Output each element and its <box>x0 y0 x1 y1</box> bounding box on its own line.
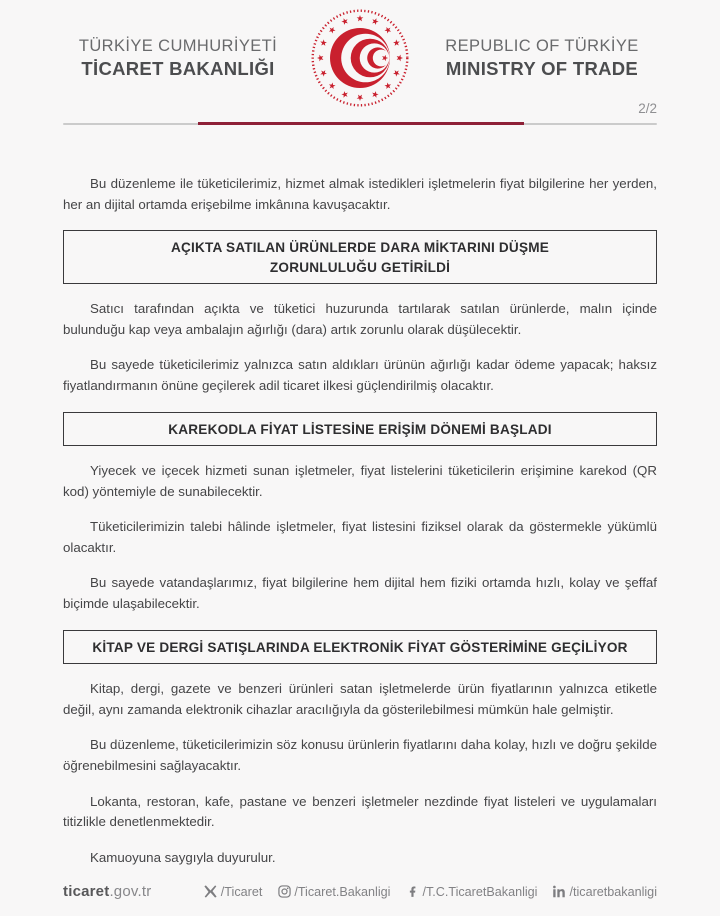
body-paragraph: Tüketicilerimizin talebi hâlinde işletmeler, fiyat listesini fiziksel olarak da göstermekle yükümlü olacaktır. <box>63 519 657 555</box>
body-paragraph: Bu düzenleme, tüketicilerimizin söz konusu ürünlerin fiyatlarını daha kolay, hızlı ve doğru şekilde öğrenebilmesini sağlayacaktır. <box>63 737 657 773</box>
body-paragraph: Lokanta, restoran, kafe, pastane ve benzeri işletmeler nezdinde fiyat listeleri ve uygulamaları titizlikle denetlenmektedir. <box>63 793 657 830</box>
social-handle: /Ticaret <box>220 884 263 899</box>
divider-red-segment <box>198 122 524 126</box>
ministry-header <box>0 0 720 108</box>
social-links <box>204 885 657 899</box>
social-handle: /Ticaret.Bakanligi <box>294 884 391 899</box>
org-en-line1: REPUBLIC OF TÜRKİYE <box>445 37 639 56</box>
org-tr-line1: TÜRKİYE CUMHURİYETİ <box>78 37 278 56</box>
social-link-x[interactable] <box>204 885 263 899</box>
org-tr-line2: TİCARET BAKANLIĞI <box>81 57 275 79</box>
social-link-instagram[interactable] <box>277 885 390 899</box>
social-handle: /T.C.TicaretBakanligi <box>422 884 538 899</box>
facebook-icon <box>405 885 419 899</box>
section-heading-dara <box>63 230 657 284</box>
social-handle: /ticaretbakanligi <box>569 884 657 899</box>
section-heading-text: KAREKODLA FİYAT LİSTESİNE ERİŞİM DÖNEMİ BAŞLADI <box>168 421 552 437</box>
body-paragraph: Yiyecek ve içecek hizmeti sunan işletmeler, fiyat listelerini tüketicilerin erişimine karekod (QR kod) yöntemiyle de sunabilecektir. <box>63 463 657 499</box>
body-paragraph: Satıcı tarafından açıkta ve tüketici huzurunda tartılarak satılan ürünlerde, malın içinde bulunduğu kap veya ambalajın ağırlığı (dara) artık zorunlu olarak düşülecektir. <box>63 301 657 337</box>
instagram-icon <box>277 885 291 899</box>
section-heading-kitap <box>63 630 657 665</box>
x-icon <box>204 885 218 899</box>
ministry-of-trade-logo-icon <box>310 8 410 108</box>
body-paragraph: Bu düzenleme ile tüketicilerimiz, hizmet almak istedikleri işletmelerin fiyat bilgilerine her yerden, her an dijital ortamda erişebilme imkânına kavuşacaktır. <box>63 176 657 212</box>
website-rest: .gov.tr <box>109 883 152 901</box>
body-paragraph-closing: Kamuoyuna saygıyla duyurulur. <box>90 849 276 865</box>
linkedin-icon <box>552 885 566 899</box>
org-title-turkish <box>72 36 284 80</box>
org-en-line2: MINISTRY OF TRADE <box>445 57 639 79</box>
social-link-linkedin[interactable] <box>552 885 657 899</box>
crescent-emblem <box>330 28 390 88</box>
body-paragraph: Bu sayede tüketicilerimiz yalnızca satın aldıkları ürünün ağırlığı kadar ödeme yapacak; haksız fiyatlandırmanın önüne geçilerek adil ticaret ilkesi güçlendirilmiş olacaktır. <box>63 357 657 393</box>
body-paragraph: Kitap, dergi, gazete ve benzeri ürünleri satan işletmelerde ürün fiyatlarının yalnızca etiketle değil, aynı zamanda elektronik cihazlar aracılığıyla da gösterilebilmesi mümkün hale gelmiştir. <box>63 681 657 717</box>
section-heading-text: KİTAP VE DERGİ SATIŞLARINDA ELEKTRONİK FİYAT GÖSTERİMİNE GEÇİLİYOR <box>92 639 628 655</box>
footer <box>0 883 720 916</box>
website-bold: ticaret <box>63 883 110 901</box>
website-link[interactable] <box>63 883 151 900</box>
section-heading-karekod <box>63 412 657 447</box>
page-indicator: 2/2 <box>638 101 657 116</box>
page-meta-row <box>0 100 720 118</box>
section-heading-text: AÇIKTA SATILAN ÜRÜNLERDE DARA MİKTARINI DÜŞME ZORUNLULUĞU GETİRİLDİ <box>170 240 550 275</box>
document-body <box>0 121 720 883</box>
body-paragraph: Bu sayede vatandaşlarımız, fiyat bilgilerine hem dijital hem fiziki ortamda hızlı, kolay ve şeffaf biçimde ulaşabilecektir. <box>63 575 657 612</box>
org-title-english <box>436 36 648 80</box>
social-link-facebook[interactable] <box>405 885 537 899</box>
